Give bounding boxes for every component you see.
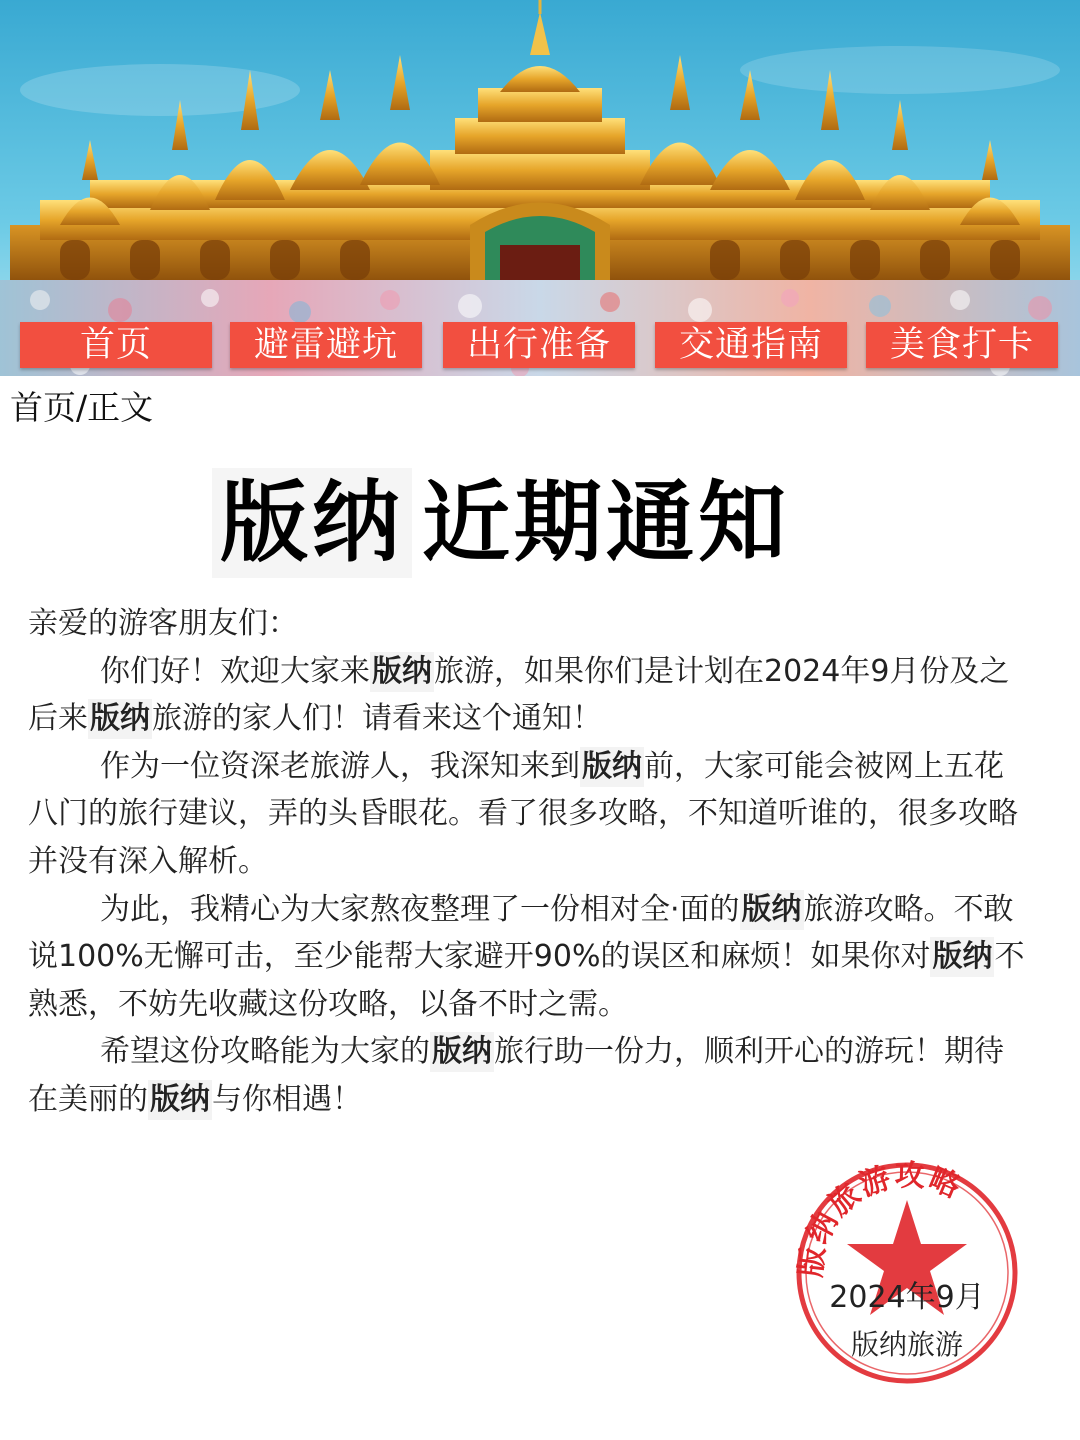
highlight-keyword: 版纳 bbox=[88, 699, 152, 739]
article-paragraph bbox=[28, 648, 1028, 743]
breadcrumb bbox=[10, 386, 153, 430]
article-paragraph bbox=[28, 743, 1028, 886]
temple-banner-image bbox=[0, 0, 1080, 376]
nav-item-pitfalls[interactable]: 避雷避坑 bbox=[230, 322, 422, 368]
breadcrumb-home-link[interactable]: 首页 bbox=[10, 388, 76, 427]
header-banner bbox=[0, 0, 1080, 376]
nav-item-food[interactable]: 美食打卡 bbox=[866, 322, 1058, 368]
paragraph-text: 不熟悉，不妨先收藏这份攻略，以备不时之需。 bbox=[28, 939, 1025, 1022]
highlight-keyword: 版纳 bbox=[148, 1080, 212, 1120]
highlight-keyword: 版纳 bbox=[930, 937, 994, 977]
article-body bbox=[28, 600, 1028, 1124]
article-paragraph bbox=[28, 1028, 1028, 1123]
official-seal bbox=[794, 1160, 1020, 1386]
paragraph-text: 旅游，如果你们是计划在2024年9月份及之后来 bbox=[28, 653, 1010, 737]
page-title-text: 近期通知 bbox=[422, 471, 791, 574]
breadcrumb-separator: / bbox=[76, 388, 88, 427]
page-title bbox=[212, 468, 790, 578]
nav-item-home[interactable]: 首页 bbox=[20, 322, 212, 368]
paragraph-text: 旅行助一份力，顺利开心的游玩！期待在美丽的 bbox=[28, 1034, 1004, 1117]
highlight-keyword: 版纳 bbox=[580, 747, 644, 787]
nav-item-preparation[interactable]: 出行准备 bbox=[443, 322, 635, 368]
breadcrumb-current: 正文 bbox=[87, 388, 154, 427]
highlight-keyword: 版纳 bbox=[430, 1032, 494, 1072]
paragraph-text: 旅游攻略。不敢说100%无懈可击，至少能帮大家避开90%的误区和麻烦！如果你对 bbox=[28, 891, 1014, 975]
article-paragraph bbox=[28, 886, 1028, 1029]
paragraph-text: 作为一位资深老旅游人，我深知来到 bbox=[100, 748, 580, 784]
highlight-keyword: 版纳 bbox=[740, 890, 804, 930]
seal-name: 版纳旅游 bbox=[850, 1328, 963, 1361]
main-nav bbox=[0, 322, 1080, 370]
paragraph-text: 前，大家可能会被网上五花八门的旅行建议，弄的头昏眼花。看了很多攻略，不知道听谁的，很多攻略并没有深入解析。 bbox=[28, 748, 1018, 879]
nav-item-transport[interactable]: 交通指南 bbox=[655, 322, 847, 368]
page-title-highlight: 版纳 bbox=[212, 468, 412, 578]
highlight-keyword: 版纳 bbox=[370, 652, 434, 692]
paragraph-text: 旅游的家人们！请看来这个通知！ bbox=[152, 701, 602, 737]
article-greeting: 亲爱的游客朋友们： bbox=[28, 606, 298, 641]
paragraph-text: 与你相遇！ bbox=[212, 1081, 362, 1117]
seal-date: 2024年9月 bbox=[829, 1280, 985, 1315]
paragraph-text: 希望这份攻略能为大家的 bbox=[100, 1034, 430, 1070]
paragraph-text: 你们好！欢迎大家来 bbox=[100, 653, 370, 689]
paragraph-text: 为此，我精心为大家熬夜整理了一份相对全·面的 bbox=[100, 891, 740, 927]
seal-arc-text: 版纳旅游攻略 bbox=[794, 1160, 967, 1279]
